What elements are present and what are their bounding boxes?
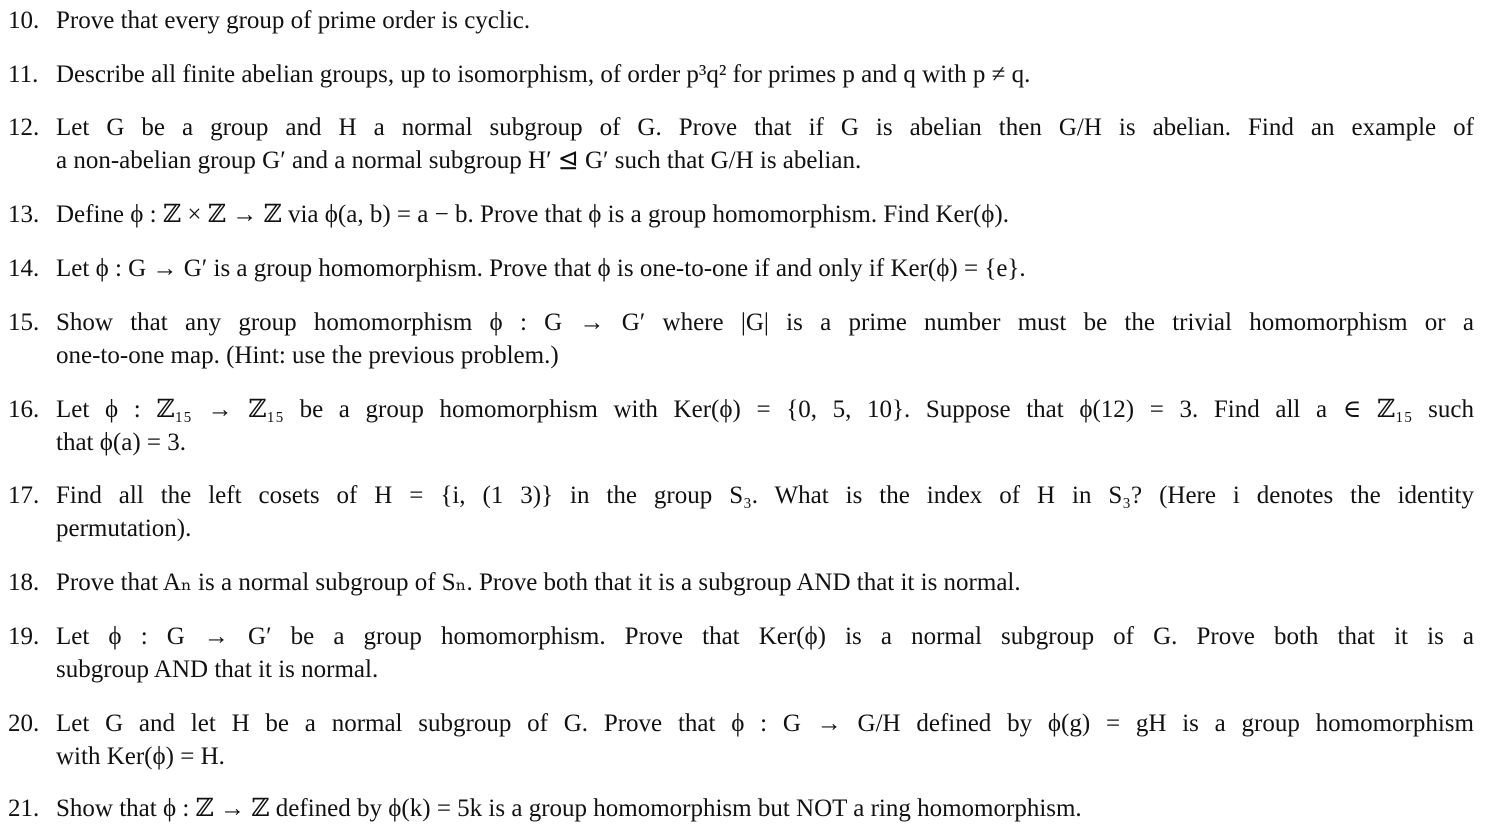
- problem-number: 10.: [8, 7, 40, 34]
- problem-11: [8, 58, 1474, 91]
- problem-number: 19.: [8, 623, 40, 650]
- problem-text: Prove that every group of prime order is cyclic.: [56, 7, 531, 34]
- problem-13: [8, 198, 1474, 231]
- problem-text: Let G and let H be a normal subgroup of G. Prove that ϕ : G → G/H defined by ϕ(g) = gH is a group homomorphism: [56, 710, 1474, 737]
- problem-number: 21.: [8, 795, 40, 822]
- problem-text-continued: a non-abelian group G′ and a normal subgroup H′ ⊴ G′ such that G/H is abelian.: [56, 147, 862, 174]
- problem-text: Let ϕ : ℤ₁₅ → ℤ₁₅ be a group homomorphism with Ker(ϕ) = {0, 5, 10}. Suppose that ϕ(12) = 3. Find all a ∈ ℤ₁₅ such: [56, 396, 1474, 423]
- problem-text-continued: that ϕ(a) = 3.: [56, 429, 186, 456]
- problem-21: [8, 792, 1474, 825]
- problem-text: Define ϕ : ℤ × ℤ → ℤ via ϕ(a, b) = a − b. Prove that ϕ is a group homomorphism. Find Ker(ϕ).: [56, 201, 1010, 228]
- problem-number: 17.: [8, 482, 40, 509]
- problem-10: [8, 4, 1474, 37]
- problem-text: Find all the left cosets of H = {i, (1 3)} in the group S₃. What is the index of H in S₃? (Here i denotes the identity: [56, 482, 1474, 509]
- problem-text: Let ϕ : G → G′ be a group homomorphism. Prove that Ker(ϕ) is a normal subgroup of G. Prove both that it is a: [56, 623, 1474, 650]
- problem-15: [8, 306, 1474, 372]
- problem-number: 14.: [8, 255, 40, 282]
- problem-text: Show that ϕ : ℤ → ℤ defined by ϕ(k) = 5k is a group homomorphism but NOT a ring homomorphism.: [56, 795, 1082, 822]
- problem-text-continued: subgroup AND that it is normal.: [56, 656, 379, 683]
- problem-text: Let ϕ : G → G′ is a group homomorphism. Prove that ϕ is one-to-one if and only if Ker(ϕ) = {e}.: [56, 255, 1026, 282]
- problem-number: 13.: [8, 201, 40, 228]
- problem-text: Show that any group homomorphism ϕ : G → G′ where |G| is a prime number must be the trivial homomorphism or a: [56, 309, 1474, 336]
- problem-text: Prove that Aₙ is a normal subgroup of Sₙ. Prove both that it is a subgroup AND that it is normal.: [56, 569, 1021, 596]
- problem-text: Describe all finite abelian groups, up to isomorphism, of order p³q² for primes p and q with p ≠ q.: [56, 61, 1031, 88]
- problem-number: 18.: [8, 569, 40, 596]
- problem-17: [8, 479, 1474, 545]
- problem-text-continued: permutation).: [56, 515, 192, 542]
- problem-19: [8, 620, 1474, 686]
- problem-number: 11.: [8, 61, 39, 88]
- problem-number: 16.: [8, 396, 40, 423]
- problem-text-continued: with Ker(ϕ) = H.: [56, 743, 225, 770]
- problem-number: 12.: [8, 114, 40, 141]
- problem-14: [8, 252, 1474, 285]
- problem-20: [8, 707, 1474, 773]
- problem-text-continued: one-to-one map. (Hint: use the previous problem.): [56, 342, 559, 369]
- problem-12: [8, 111, 1474, 177]
- problem-18: [8, 566, 1474, 599]
- problem-number: 20.: [8, 710, 40, 737]
- problem-number: 15.: [8, 309, 40, 336]
- problem-text: Let G be a group and H a normal subgroup of G. Prove that if G is abelian then G/H is abelian. Find an example of: [56, 114, 1474, 141]
- problem-16: [8, 393, 1474, 459]
